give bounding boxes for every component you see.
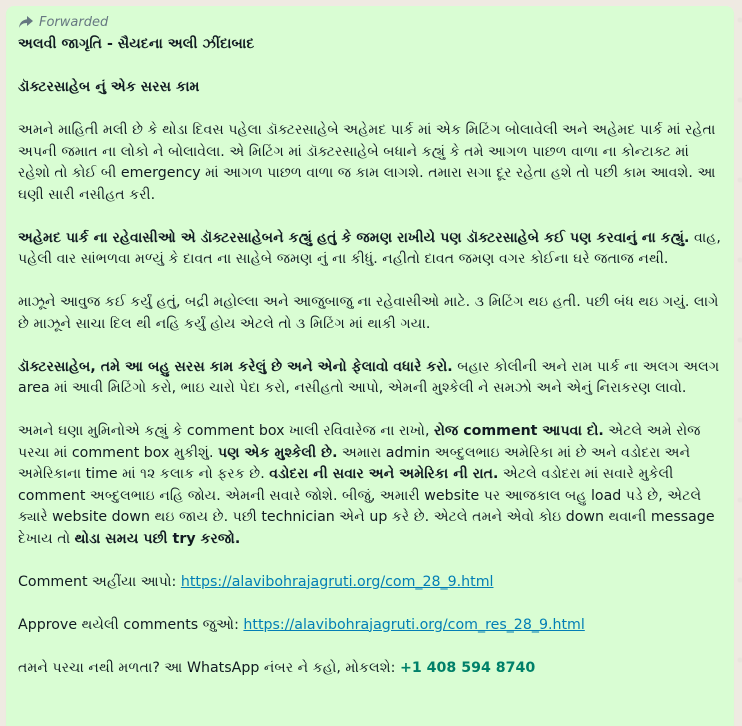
whatsapp-line [18,658,724,680]
paragraph-3: માઝૂને આવુજ કઈ કર્યું હતું, બદ્રી મહોલ્લા અને આજુબાજુ ના રહેવાસીઓ માટે. ૩ મિટિંગ થઇ હતી. પછી બંધ થઇ ગયું. લાગે છે માઝૂને સાચા દિલ થી નહિ કર્યું હોય એટલે તો ૩ મિટિંગ માં થાકી ગયા. [18,294,719,332]
approve-label: Approve થયેલી comments જુઓ: [18,616,244,633]
forward-arrow-icon [18,15,34,29]
p5-text-4: એટલે વડોદરા માં સવારે મુકેલી comment અબ્દુલભાઇ નહિ જોય. એમની સવારે જોશે. બીજું, અમારી website પર આજકાલ બહુ load પડે છે, એટલે ક્યારે website down થઇ જાય છે. પછી technician એને up કરે છે. એટલે તમને એવો કોઇ down થવાની message દેખાય તો [18,466,715,547]
paragraph-4-text: બહાર કોલીની અને રામ પાર્ક ના અલગ અલગ area માં આવી મિટિંગો કરો, ભાઇ ચારો પેદા કરો, નસીહતો આપો, એમની મુશ્કેલી ને સમઝો અને એનું નિરાકરણ લાવો. [18,358,720,396]
paragraph-1: અમને માહિતી મલી છે કે થોડા દિવસ પહેલા ડૉક્ટરસાહેબે અહેમદ પાર્ક માં એક મિટિંગ બોલાવેલી અને અહેમદ પાર્ક માં રહેતા અપની જમાત ના લોકો ને બોલાવેલા. એ મિટિંગ માં ડૉક્ટરસાહેબે બધાને કહ્યું કે તમે આગળ પાછળ વાળા ના કોન્ટાક્ટ માં રહેશો તો કોઈ બી emergency માં આગળ પાછળ વાળા જ કામ લાગશે. તમારા સગા દૂર રહેતા હશે તો પછી કામ આવશે. આ ઘણી સારી નસીહત કરી. [18,122,716,203]
paragraph-2 [18,228,724,271]
whatsapp-label: તમને પરચા નથી મળતા? આ WhatsApp નંબર ને કહો, મોકલશે: [18,659,400,676]
p5-text-3: અમારા admin અબ્દુલભાઇ અમેરિકા માં છે અને વડોદરા અને અમેરિકાના time માં ૧૨ કલાક નો ફરક છે. [18,444,691,482]
message-subtitle: ડૉક્ટરસાહેબ નું એક સરસ કામ [18,79,200,95]
comment-line [18,572,724,594]
paragraph-4 [18,357,724,400]
p5-bold-4: થોડા સમય પછી try કરજો. [74,530,241,547]
approve-line [18,615,724,637]
paragraph-4-bold: ડૉક્ટરસાહેબ, તમે આ બહુ સરસ કામ કરેલું છે અને એનો ફેલાવો વધારે કરો. [18,358,453,375]
p5-bold-3: વડોદરા ની સવાર અને અમેરિકા ની રાત. [269,466,499,482]
forwarded-indicator [18,14,724,30]
paragraph-2-text: વાહ, પહેલી વાર સાંભળવા મળ્યું કે દાવત ના સાહેબે જમણ નું ના કીધું. નહીતો દાવત જમણ વગર કોઈના ઘરે જતાજ નથી. [18,229,721,267]
p5-text-1: અમને ઘણા મુમિનોએ કહ્યું કે comment box ખાલી રવિવારેજ ના રાખો, [18,423,434,439]
message-title: અલવી જાગૃતિ - સૈયદના અલી ઝીંદાબાદ [18,36,255,52]
paragraph-2-bold: અહેમદ પાર્ક ના રહેવાસીઓ એ ડૉક્ટરસાહેબને કહ્યું હતું કે જમણ રાખીયે પણ ડૉક્ટરસાહેબે કઈ પણ કરવાનું ના કહ્યું. [18,229,690,246]
p5-text-2: એટલે અમે રોજ પરચા માં comment box મુકીશું. [18,423,701,461]
comment-label: Comment અહીંયા આપો: [18,573,181,590]
comment-link[interactable]: https://alavibohrajagruti.org/com_28_9.html [180,573,494,590]
forwarded-label: Forwarded [39,14,109,30]
approve-link[interactable]: https://alavibohrajagruti.org/com_res_28_9.html [243,616,585,633]
message-bubble[interactable] [6,6,734,726]
p5-bold-1: રોજ comment આપવા દો. [433,423,604,439]
paragraph-5 [18,421,724,550]
message-text [18,34,724,679]
p5-bold-2: પણ એક મુશ્કેલી છે. [218,444,338,461]
phone-number-link[interactable]: +1 408 594 8740 [399,659,536,676]
